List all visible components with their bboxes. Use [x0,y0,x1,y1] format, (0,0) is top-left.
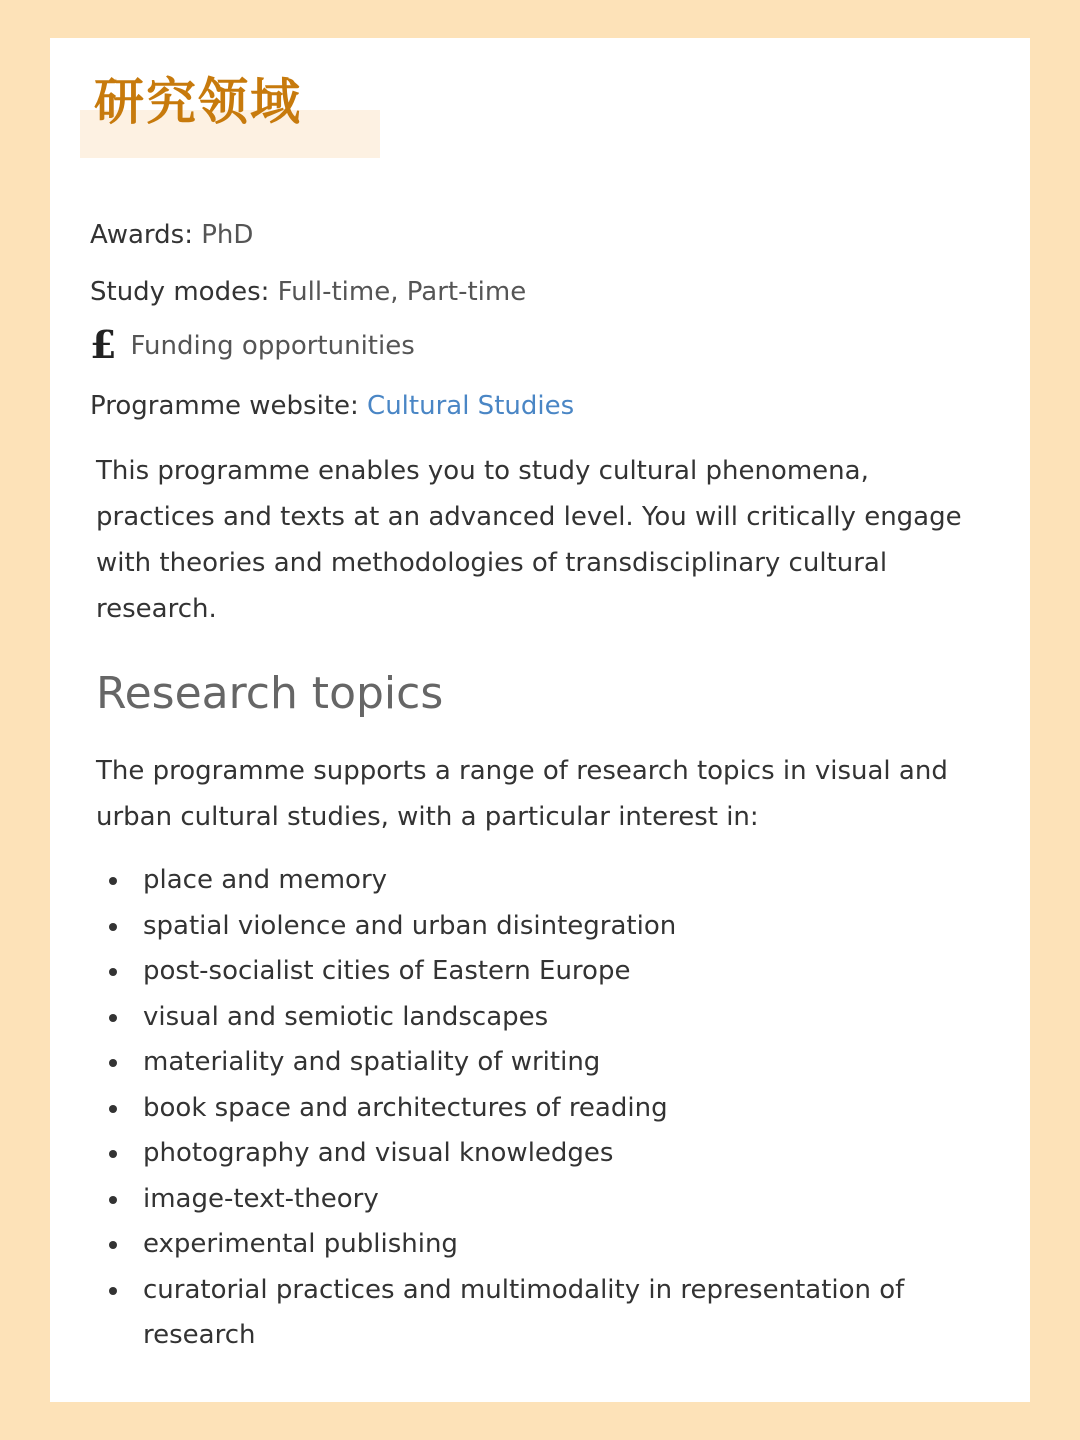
pound-icon: £ [90,322,117,367]
topic-text: curatorial practices and multimodality in representation of research [143,1274,905,1350]
programme-website-row [90,389,574,423]
bullet-icon [109,1059,117,1067]
topic-text: image-text-theory [143,1183,379,1214]
list-item [106,995,946,1041]
awards-label: Awards: [90,220,193,250]
funding-row[interactable] [90,322,415,367]
list-item [106,1086,946,1132]
topic-text: visual and semiotic landscapes [143,1001,549,1032]
list-item [106,1268,946,1359]
bullet-icon [109,1014,117,1022]
list-item [106,949,946,995]
awards-value: PhD [201,220,254,250]
bullet-icon [109,1196,117,1204]
topic-text: post-socialist cities of Eastern Europe [143,956,631,986]
bullet-icon [109,877,117,885]
list-item [106,1131,946,1177]
bullet-icon [109,1105,117,1113]
bullet-icon [109,1150,117,1158]
programme-description: This programme enables you to study cultural phenomena, practices and texts at an advanced level. You will critically engage with theories and methodologies of transdisciplinary cultural research. [96,456,962,624]
topic-text: place and memory [143,865,388,895]
programme-website-label: Programme website: [90,391,359,421]
topic-text: spatial violence and urban disintegration [143,910,677,941]
research-topics-heading: Research topics [96,668,444,719]
list-item [106,1177,946,1223]
list-item [106,1040,946,1086]
awards-row [90,218,253,252]
study-modes-row [90,275,526,309]
bullet-icon [109,968,117,976]
research-topics-list [106,858,946,1359]
topic-text: experimental publishing [143,1229,458,1259]
list-item [106,858,946,904]
bullet-icon [109,923,117,931]
funding-link[interactable]: Funding opportunities [130,331,415,361]
study-modes-label: Study modes: [90,277,270,307]
topic-text: materiality and spatiality of writing [143,1047,601,1077]
bullet-icon [109,1241,117,1249]
topic-text: book space and architectures of reading [143,1092,668,1123]
page-title: 研究领域 [94,73,302,131]
study-modes-value: Full-time, Part-time [277,277,527,307]
research-topics-intro: The programme supports a range of research topics in visual and urban cultural studies, with a particular interest in: [96,756,948,832]
topic-text: photography and visual knowledges [143,1138,614,1168]
list-item [106,904,946,950]
content-card [50,38,1030,1402]
list-item [106,1222,946,1268]
programme-website-link[interactable]: Cultural Studies [367,391,575,421]
bullet-icon [109,1287,117,1295]
